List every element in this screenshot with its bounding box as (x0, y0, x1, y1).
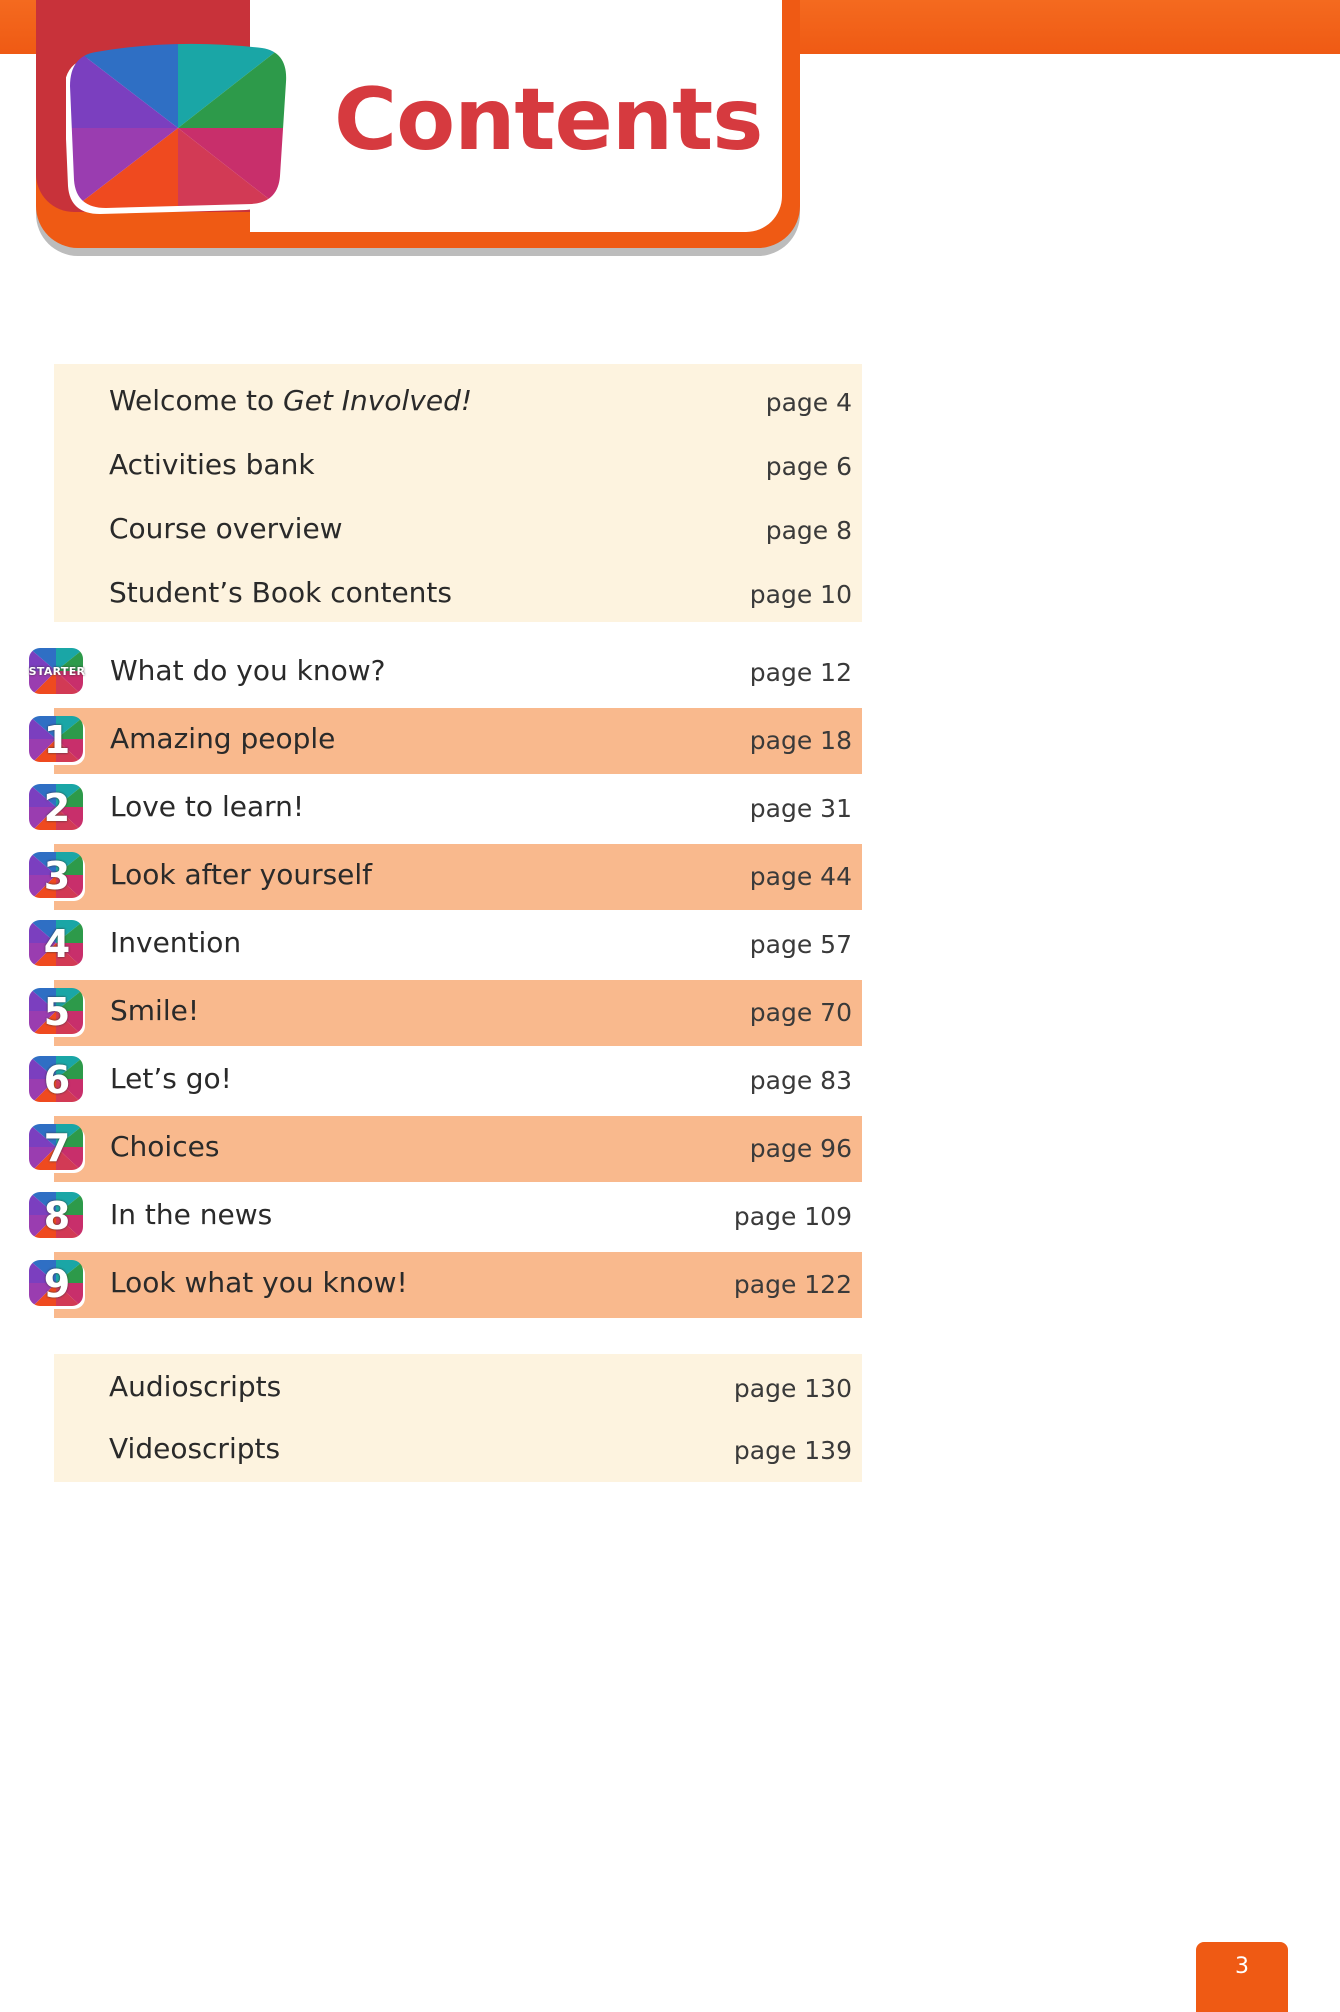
unit-title: Amazing people (110, 722, 336, 755)
toc-page-ref: page 139 (733, 1436, 852, 1465)
unit-badge-icon (28, 647, 86, 699)
unit-badge-label: 2 (43, 786, 71, 830)
toc-page-ref: page 6 (765, 452, 852, 481)
unit-row[interactable] (54, 1116, 862, 1182)
unit-badge-label: STARTER (28, 665, 86, 678)
unit-page-ref: page 109 (733, 1202, 852, 1231)
unit-row[interactable] (54, 912, 862, 978)
unit-badge-label: 8 (43, 1194, 71, 1238)
unit-badge-label: 6 (43, 1058, 71, 1102)
unit-title: Look after yourself (110, 858, 373, 891)
unit-title: Look what you know! (110, 1266, 408, 1299)
unit-badge-label: 9 (43, 1262, 71, 1306)
unit-badge-label: 1 (43, 718, 71, 762)
unit-title: What do you know? (110, 654, 386, 687)
toc-row[interactable] (54, 1354, 862, 1418)
page-title: Contents (334, 70, 763, 170)
unit-badge-icon (28, 851, 86, 903)
unit-badge-icon (28, 1123, 86, 1175)
unit-page-ref: page 70 (749, 998, 852, 1027)
unit-page-ref: page 83 (749, 1066, 852, 1095)
page-number-tab (1196, 1942, 1288, 2012)
toc-page-ref: page 10 (749, 580, 852, 609)
unit-row[interactable] (54, 708, 862, 774)
logo-icon (66, 42, 288, 214)
toc-label: Videoscripts (109, 1432, 281, 1465)
toc-row[interactable] (54, 506, 862, 570)
unit-badge-icon (28, 987, 86, 1039)
unit-page-ref: page 122 (733, 1270, 852, 1299)
unit-badge-icon (28, 1055, 86, 1107)
appendix-section (54, 1354, 862, 1482)
unit-title: Love to learn! (110, 790, 305, 823)
toc-page-ref: page 8 (765, 516, 852, 545)
unit-badge-icon (28, 1191, 86, 1243)
unit-badge-icon (28, 783, 86, 835)
unit-page-ref: page 96 (749, 1134, 852, 1163)
unit-badge-label: 7 (43, 1126, 71, 1170)
unit-badge-label: 5 (43, 990, 71, 1034)
unit-row[interactable] (54, 844, 862, 910)
toc-label: Student’s Book contents (109, 576, 452, 609)
unit-badge-icon (28, 1259, 86, 1311)
toc-page-ref: page 4 (765, 388, 852, 417)
toc-label: Audioscripts (109, 1370, 282, 1403)
unit-page-ref: page 44 (749, 862, 852, 891)
unit-title: Smile! (110, 994, 200, 1027)
unit-row[interactable] (54, 1048, 862, 1114)
unit-row[interactable] (54, 1184, 862, 1250)
unit-title: In the news (110, 1198, 273, 1231)
toc-label: Course overview (109, 512, 343, 545)
toc-label: Welcome to Get Involved! (109, 384, 473, 417)
unit-row[interactable] (54, 640, 862, 706)
intro-section (54, 364, 862, 622)
unit-page-ref: page 31 (749, 794, 852, 823)
unit-title: Let’s go! (110, 1062, 232, 1095)
unit-badge-label: 3 (43, 854, 71, 898)
toc-row[interactable] (54, 570, 862, 634)
toc-label: Activities bank (109, 448, 315, 481)
page-number: 3 (1235, 1954, 1249, 1979)
unit-row[interactable] (54, 776, 862, 842)
unit-row[interactable] (54, 1252, 862, 1318)
unit-badge-label: 4 (43, 922, 71, 966)
unit-row[interactable] (54, 980, 862, 1046)
toc-row[interactable] (54, 442, 862, 506)
toc-row[interactable] (54, 1418, 862, 1482)
unit-page-ref: page 57 (749, 930, 852, 959)
units-list (0, 640, 870, 1320)
unit-page-ref: page 12 (749, 658, 852, 687)
toc-row[interactable] (54, 378, 862, 442)
unit-badge-icon (28, 715, 86, 767)
unit-page-ref: page 18 (749, 726, 852, 755)
toc-page-ref: page 130 (733, 1374, 852, 1403)
unit-title: Invention (110, 926, 242, 959)
unit-badge-icon (28, 919, 86, 971)
unit-title: Choices (110, 1130, 220, 1163)
